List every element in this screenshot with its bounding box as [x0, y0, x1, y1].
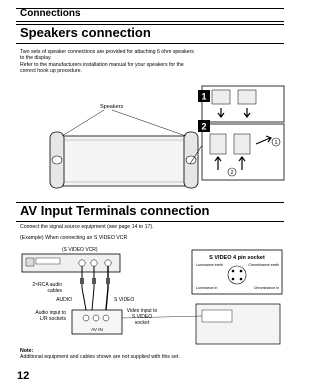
speakers-section-title: Speakers connection — [20, 25, 151, 40]
circle-step-1-label: 1 — [274, 140, 278, 146]
terminal-left — [212, 90, 230, 104]
rca-label: 2×RCA audio — [32, 282, 62, 288]
av-section-title: AV Input Terminals connection — [20, 203, 210, 218]
audio-input-label-2: L/R sockets — [39, 316, 66, 322]
vcr-jack — [79, 260, 85, 266]
video-input-label-3: socket — [134, 320, 150, 326]
vcr-label: (S VIDEO VCR) — [62, 247, 98, 253]
pin — [240, 270, 243, 273]
pin — [240, 278, 243, 281]
video-input-label-2: S VIDEO — [131, 314, 153, 320]
vcr-jack — [105, 260, 111, 266]
pin — [232, 270, 235, 273]
left-speaker-cone — [52, 156, 62, 164]
av-in-jack — [83, 315, 89, 321]
note-text: Additional equipment and cables shown are not supplied with this set. — [20, 354, 180, 361]
pin-label-tl: Luminance earth — [196, 263, 223, 267]
video-input-label: Video input to — [126, 308, 158, 314]
speakers-body-line: to the display. — [20, 55, 52, 62]
terminal-right — [238, 90, 256, 104]
display-panel — [60, 136, 188, 186]
audio-input-label: Audio input to — [35, 310, 66, 316]
terminal-clamp-left — [210, 134, 226, 154]
page-header-title: Connections — [20, 8, 81, 19]
pin — [232, 278, 235, 281]
pin-label-br: Chrominance in — [253, 286, 279, 290]
pin-label-bl: Luminance in — [196, 286, 218, 290]
vcr-slot — [26, 258, 34, 266]
svideo-socket-face — [228, 266, 246, 284]
cable-plug — [92, 278, 96, 284]
display-terminal-area — [202, 310, 232, 322]
speakers-body-line: Refer to the manufacturers installation manual for your speakers for the — [20, 61, 184, 68]
vcr-display — [36, 258, 60, 264]
audio-label: AUDIO — [56, 297, 72, 303]
av-intro-line: Connect the signal source equipment (see page 14 to 17). — [20, 224, 154, 230]
pin-label-tr: Chrominance earth — [248, 263, 279, 267]
cable-plug — [106, 278, 110, 284]
speakers-leader-left — [62, 110, 104, 136]
av-example-line: (Example) When connecting an S VIDEO VCR — [20, 235, 128, 241]
av-in-jack — [93, 315, 99, 321]
cable-plug — [80, 278, 84, 284]
rca-label-2: cables — [47, 288, 62, 294]
speakers-body — [20, 49, 230, 74]
terminal-clamp-right — [234, 134, 250, 154]
circle-step-2-label: 2 — [230, 170, 234, 176]
av-example — [20, 235, 230, 241]
av-illustration — [0, 244, 300, 346]
audio-cable-right — [92, 266, 94, 310]
svideo-label: S VIDEO — [114, 297, 135, 303]
audio-cable-left — [82, 266, 86, 310]
page-number: 12 — [17, 370, 30, 382]
speakers-label: Speakers — [100, 104, 124, 110]
note-block — [20, 348, 280, 361]
speakers-body-line: Two sets of speaker connections are provided for attaching 6 ohm speakers — [20, 49, 194, 55]
vcr-jack — [91, 260, 97, 266]
speakers-leader-right — [112, 110, 186, 136]
svideo-cable — [106, 266, 108, 310]
av-intro — [20, 224, 230, 230]
av-in-jack — [103, 315, 109, 321]
speakers-illustration — [0, 80, 300, 190]
speakers-body-line: correct hook up procedure. — [20, 67, 82, 74]
av-in-label: AV IN — [91, 327, 103, 332]
note-title: Note: — [20, 348, 34, 354]
step1-number: 1 — [201, 91, 207, 102]
step2-number: 2 — [201, 121, 207, 132]
svideo-socket-title: S VIDEO 4 pin socket — [209, 255, 265, 261]
